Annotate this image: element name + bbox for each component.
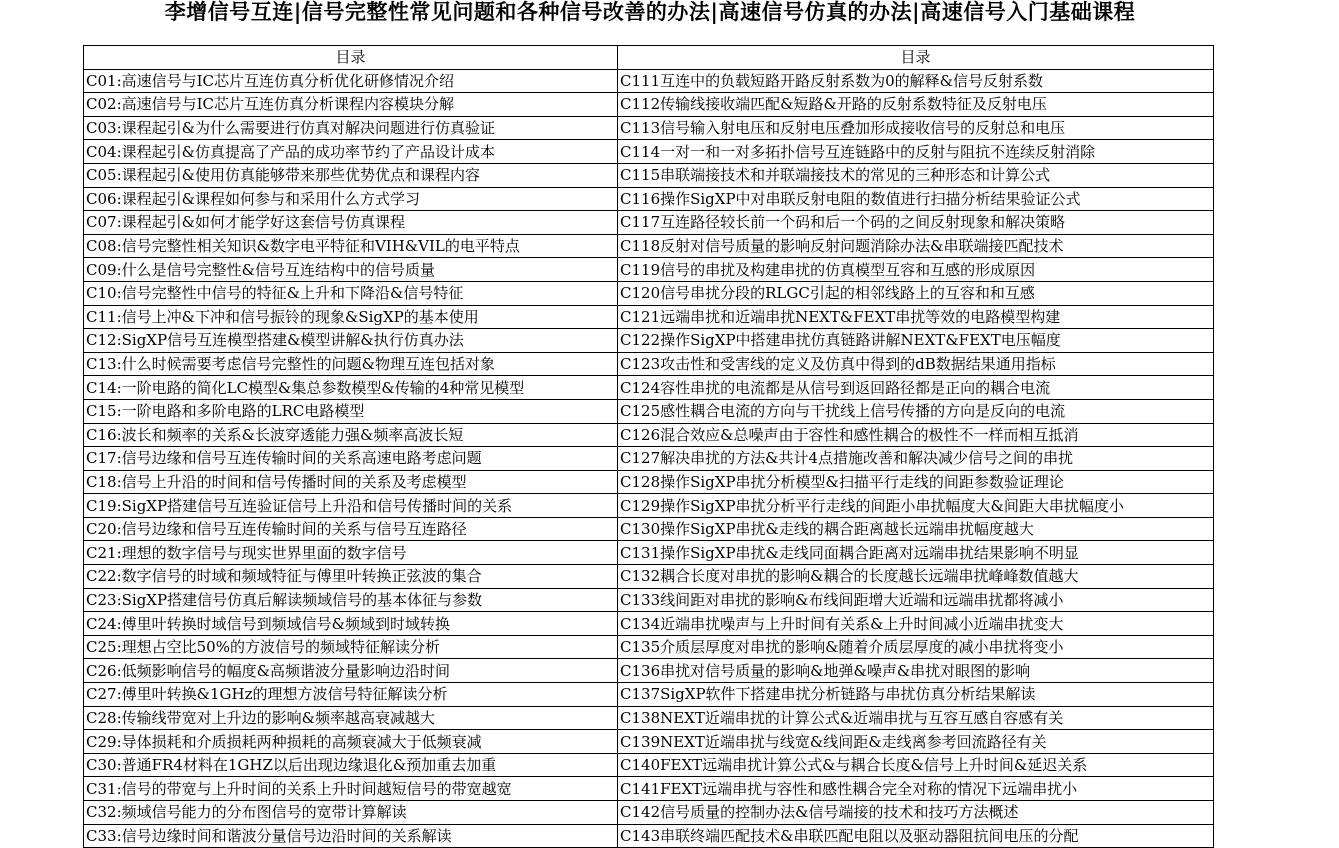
table-row: [84, 517, 1214, 541]
table-row: [84, 423, 1214, 447]
lesson-cell-left: C17:信号边缘和信号互连传输时间的关系高速电路考虑问题: [84, 447, 618, 471]
table-row: [84, 447, 1214, 471]
lesson-cell-right: C126混合效应&总噪声由于容性和感性耦合的极性不一样而相互抵消: [618, 423, 1214, 447]
lesson-cell-right: C124容性串扰的电流都是从信号到返回路径都是正向的耦合电流: [618, 376, 1214, 400]
lesson-cell-right: C121远端串扰和近端串扰NEXT&FEXT串扰等效的电路模型构建: [618, 305, 1214, 329]
lesson-cell-right: C139NEXT近端串扰与线宽&线间距&走线离参考回流路径有关: [618, 730, 1214, 754]
table-body: [84, 69, 1214, 848]
lesson-cell-right: C115串联端接技术和并联端接技术的常见的三种形态和计算公式: [618, 163, 1214, 187]
table-row: [84, 565, 1214, 589]
lesson-cell-right: C132耦合长度对串扰的影响&耦合的长度越长远端串扰峰峰数值越大: [618, 565, 1214, 589]
lesson-cell-right: C142信号质量的控制办法&信号端接的技术和技巧方法概述: [618, 801, 1214, 825]
table-row: [84, 281, 1214, 305]
lesson-cell-left: C21:理想的数字信号与现实世界里面的数字信号: [84, 541, 618, 565]
lesson-cell-left: C23:SigXP搭建信号仿真后解读频域信号的基本体征与参数: [84, 588, 618, 612]
table-row: [84, 470, 1214, 494]
lesson-cell-right: C130操作SigXP串扰&走线的耦合距离越长远端串扰幅度越大: [618, 517, 1214, 541]
table-row: [84, 659, 1214, 683]
lesson-cell-right: C113信号输入射电压和反射电压叠加形成接收信号的反射总和电压: [618, 116, 1214, 140]
lesson-cell-left: C12:SigXP信号互连模型搭建&模型讲解&执行仿真办法: [84, 329, 618, 353]
table-row: [84, 541, 1214, 565]
lesson-cell-left: C02:高速信号与IC芯片互连仿真分析课程内容模块分解: [84, 93, 618, 117]
lesson-cell-right: C129操作SigXP串扰分析平行走线的间距小串扰幅度大&间距大串扰幅度小: [618, 494, 1214, 518]
lesson-cell-right: C122操作SigXP中搭建串扰仿真链路讲解NEXT&FEXT电压幅度: [618, 329, 1214, 353]
lesson-cell-left: C11:信号上冲&下冲和信号振铃的现象&SigXP的基本使用: [84, 305, 618, 329]
lesson-cell-right: C112传输线接收端匹配&短路&开路的反射系数特征及反射电压: [618, 93, 1214, 117]
lesson-cell-right: C117互连路径较长前一个码和后一个码的之间反射现象和解决策略: [618, 211, 1214, 235]
table-row: [84, 69, 1214, 93]
lesson-cell-left: C31:信号的带宽与上升时间的关系上升时间越短信号的带宽越宽: [84, 777, 618, 801]
lesson-cell-left: C15:一阶电路和多阶电路的LRC电路模型: [84, 399, 618, 423]
lesson-cell-right: C120信号串扰分段的RLGC引起的相邻线路上的互容和和互感: [618, 281, 1214, 305]
lesson-cell-right: C140FEXT远端串扰计算公式&与耦合长度&信号上升时间&延迟关系: [618, 753, 1214, 777]
lesson-cell-right: C123攻击性和受害线的定义及仿真中得到的dB数据结果通用指标: [618, 352, 1214, 376]
table-row: [84, 258, 1214, 282]
lesson-cell-right: C119信号的串扰及构建串扰的仿真模型互容和互感的形成原因: [618, 258, 1214, 282]
lesson-cell-right: C133线间距对串扰的影响&布线间距增大近端和远端串扰都将减小: [618, 588, 1214, 612]
table-row: [84, 234, 1214, 258]
lesson-cell-right: C111互连中的负载短路开路反射系数为0的解释&信号反射系数: [618, 69, 1214, 93]
table-row: [84, 399, 1214, 423]
table-row: [84, 211, 1214, 235]
table-row: [84, 588, 1214, 612]
lesson-cell-left: C24:傅里叶转换时域信号到频域信号&频域到时域转换: [84, 612, 618, 636]
table-row: [84, 352, 1214, 376]
table-row: [84, 706, 1214, 730]
table-header-row: [84, 46, 1214, 70]
lesson-cell-right: C141FEXT远端串扰与容性和感性耦合完全对称的情况下远端串扰小: [618, 777, 1214, 801]
lesson-cell-right: C128操作SigXP串扰分析模型&扫描平行走线的间距参数验证理论: [618, 470, 1214, 494]
lesson-cell-left: C01:高速信号与IC芯片互连仿真分析优化研修情况介绍: [84, 69, 618, 93]
lesson-cell-left: C14:一阶电路的简化LC模型&集总参数模型&传输的4种常见模型: [84, 376, 618, 400]
table-row: [84, 93, 1214, 117]
table-row: [84, 612, 1214, 636]
table-row: [84, 187, 1214, 211]
lesson-cell-left: C32:频域信号能力的分布图信号的宽带计算解读: [84, 801, 618, 825]
lesson-cell-right: C116操作SigXP中对串联反射电阻的数值进行扫描分析结果验证公式: [618, 187, 1214, 211]
lesson-cell-left: C26:低频影响信号的幅度&高频谐波分量影响边沿时间: [84, 659, 618, 683]
table-row: [84, 116, 1214, 140]
course-toc-table: [83, 45, 1214, 848]
lesson-cell-left: C09:什么是信号完整性&信号互连结构中的信号质量: [84, 258, 618, 282]
page-title: 李增信号互连|信号完整性常见问题和各种信号改善的办法|高速信号仿真的办法|高速信号入门基础课程: [164, 0, 1136, 24]
lesson-cell-left: C13:什么时候需要考虑信号完整性的问题&物理互连包括对象: [84, 352, 618, 376]
lesson-cell-right: C131操作SigXP串扰&走线同面耦合距离对远端串扰结果影响不明显: [618, 541, 1214, 565]
lesson-cell-left: C33:信号边缘时间和谐波分量信号边沿时间的关系解读: [84, 824, 618, 848]
lesson-cell-left: C08:信号完整性相关知识&数字电平特征和VIH&VIL的电平特点: [84, 234, 618, 258]
table-row: [84, 140, 1214, 164]
lesson-cell-left: C30:普通FR4材料在1GHZ以后出现边缘退化&预加重去加重: [84, 753, 618, 777]
lesson-cell-right: C138NEXT近端串扰的计算公式&近端串扰与互容互感自容感有关: [618, 706, 1214, 730]
lesson-cell-right: C137SigXP软件下搭建串扰分析链路与串扰仿真分析结果解读: [618, 683, 1214, 707]
lesson-cell-left: C16:波长和频率的关系&长波穿透能力强&频率高波长短: [84, 423, 618, 447]
table-row: [84, 329, 1214, 353]
lesson-cell-left: C06:课程起引&课程如何参与和采用什么方式学习: [84, 187, 618, 211]
lesson-cell-left: C29:导体损耗和介质损耗两种损耗的高频衰减大于低频衰减: [84, 730, 618, 754]
lesson-cell-right: C135介质层厚度对串扰的影响&随着介质层厚度的减小串扰将变小: [618, 635, 1214, 659]
lesson-cell-left: C19:SigXP搭建信号互连验证信号上升沿和信号传播时间的关系: [84, 494, 618, 518]
lesson-cell-left: C03:课程起引&为什么需要进行仿真对解决问题进行仿真验证: [84, 116, 618, 140]
table-row: [84, 753, 1214, 777]
lesson-cell-left: C04:课程起引&仿真提高了产品的成功率节约了产品设计成本: [84, 140, 618, 164]
table-row: [84, 777, 1214, 801]
column-header-left: 目录: [84, 46, 618, 70]
table-row: [84, 730, 1214, 754]
table-row: [84, 305, 1214, 329]
lesson-cell-right: C114一对一和一对多拓扑信号互连链路中的反射与阻抗不连续反射消除: [618, 140, 1214, 164]
lesson-cell-left: C10:信号完整性中信号的特征&上升和下降沿&信号特征: [84, 281, 618, 305]
table-row: [84, 376, 1214, 400]
lesson-cell-left: C07:课程起引&如何才能学好这套信号仿真课程: [84, 211, 618, 235]
lesson-cell-left: C28:传输线带宽对上升边的影响&频率越高衰减越大: [84, 706, 618, 730]
lesson-cell-right: C136串扰对信号质量的影响&地弹&噪声&串扰对眼图的影响: [618, 659, 1214, 683]
table-row: [84, 494, 1214, 518]
lesson-cell-right: C143串联终端匹配技术&串联匹配电阻以及驱动器阻抗间电压的分配: [618, 824, 1214, 848]
lesson-cell-right: C127解决串扰的方法&共计4点措施改善和解决减少信号之间的串扰: [618, 447, 1214, 471]
lesson-cell-right: C118反射对信号质量的影响反射问题消除办法&串联端接匹配技术: [618, 234, 1214, 258]
lesson-cell-left: C22:数字信号的时域和频域特征与傅里叶转换正弦波的集合: [84, 565, 618, 589]
lesson-cell-left: C20:信号边缘和信号互连传输时间的关系与信号互连路径: [84, 517, 618, 541]
lesson-cell-left: C25:理想占空比50%的方波信号的频域特征解读分析: [84, 635, 618, 659]
table-row: [84, 635, 1214, 659]
table-row: [84, 683, 1214, 707]
lesson-cell-left: C27:傅里叶转换&1GHz的理想方波信号特征解读分析: [84, 683, 618, 707]
lesson-cell-left: C18:信号上升沿的时间和信号传播时间的关系及考虑模型: [84, 470, 618, 494]
lesson-cell-right: C125感性耦合电流的方向与干扰线上信号传播的方向是反向的电流: [618, 399, 1214, 423]
lesson-cell-left: C05:课程起引&使用仿真能够带来那些优势优点和课程内容: [84, 163, 618, 187]
lesson-cell-right: C134近端串扰噪声与上升时间有关系&上升时间减小近端串扰变大: [618, 612, 1214, 636]
column-header-right: 目录: [618, 46, 1214, 70]
table-row: [84, 163, 1214, 187]
table-row: [84, 801, 1214, 825]
